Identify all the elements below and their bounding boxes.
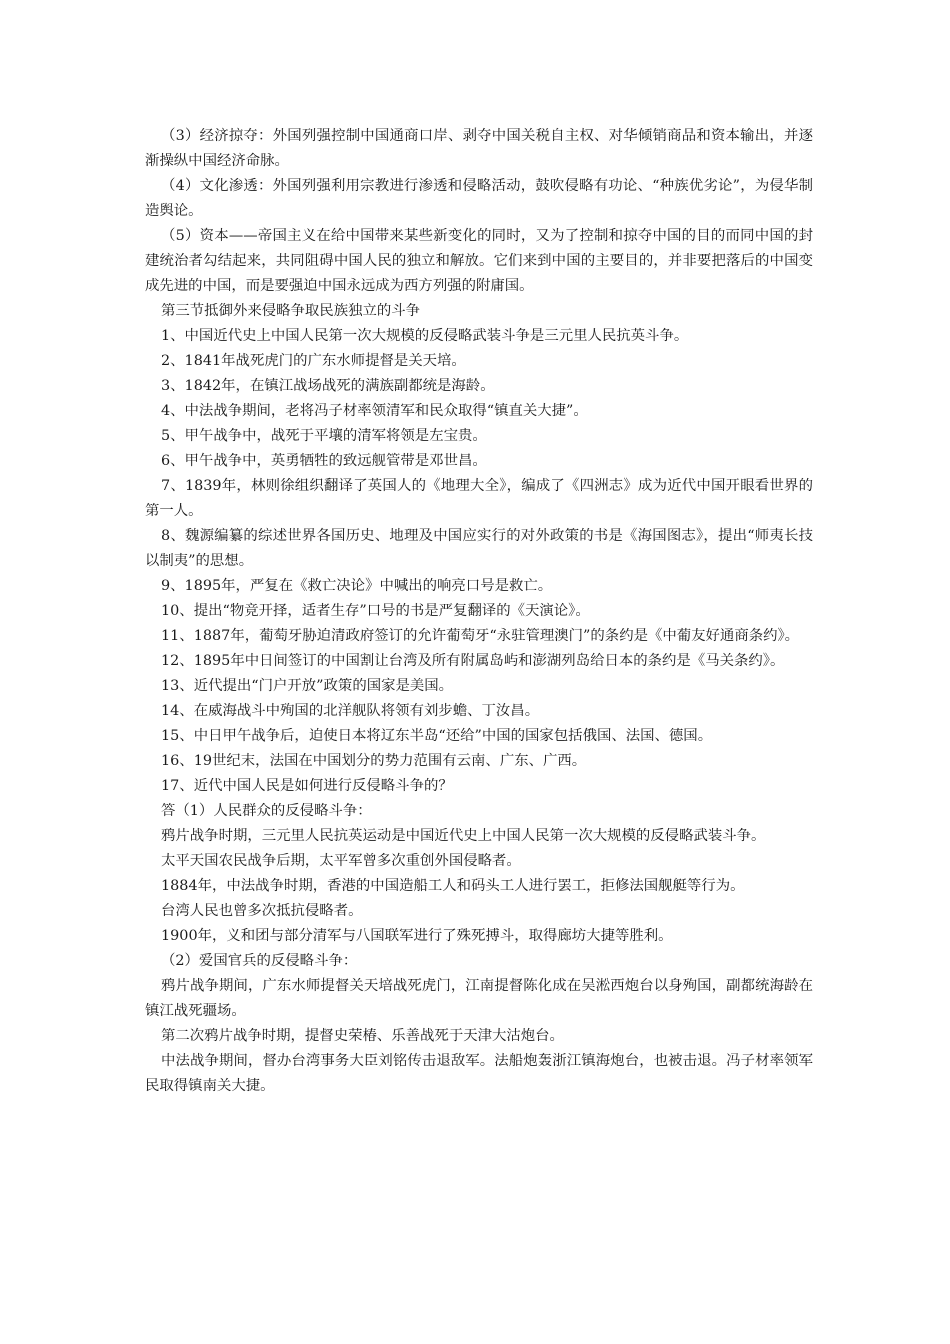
- answer-paragraph: 1900年，义和团与部分清军与八国联军进行了殊死搏斗，取得廊坊大捷等胜利。: [161, 928, 673, 944]
- answer-subheading: 答（1）人民群众的反侵略斗争：: [161, 803, 372, 819]
- list-item: 1、中国近代史上中国人民第一次大规模的反侵略武装斗争是三元里人民抗英斗争。: [161, 328, 689, 344]
- list-item: 7、1839年，林则徐组织翻译了英国人的《地理大全》，编成了《四洲志》成为近代中国开眼看世界的第一人。: [145, 478, 813, 519]
- answer-paragraph: 太平天国农民战争后期，太平军曾多次重创外国侵略者。: [161, 853, 521, 869]
- paragraph-cultural-infiltration: （4）文化渗透：外国列强利用宗教进行渗透和侵略活动，鼓吹侵略有功论、“种族优劣论”，为侵华制造舆论。: [145, 178, 813, 219]
- list-item: 8、魏源编纂的综述世界各国历史、地理及中国应实行的对外政策的书是《海国图志》，提出“师夷长技以制夷”的思想。: [145, 528, 813, 569]
- paragraph-imperialism-collusion: （5）资本——帝国主义在给中国带来某些新变化的同时，又为了控制和掠夺中国的目的而同中国的封建统治者勾结起来，共同阻碍中国人民的独立和解放。它们来到中国的主要目的，并非要把落后的中国变成先进的中国，而是要强迫中国永远成为西方列强的附庸国。: [145, 228, 813, 294]
- section-heading: 第三节抵御外来侵略争取民族独立的斗争: [161, 303, 421, 319]
- answer-subheading: （2）爱国官兵的反侵略斗争：: [161, 953, 358, 969]
- question-item: 17、近代中国人民是如何进行反侵略斗争的？: [161, 778, 453, 794]
- list-item: 9、1895年，严复在《救亡决论》中喊出的响亮口号是救亡。: [161, 578, 553, 594]
- paragraph-economic-plunder: （3）经济掠夺：外国列强控制中国通商口岸、剥夺中国关税自主权、对华倾销商品和资本输出，并逐渐操纵中国经济命脉。: [145, 128, 813, 169]
- list-item: 4、中法战争期间，老将冯子材率领清军和民众取得“镇直关大捷”。: [161, 403, 588, 419]
- answer-paragraph: 鸦片战争期间，广东水师提督关天培战死虎门，江南提督陈化成在吴淞西炮台以身殉国，副都统海龄在镇江战死疆场。: [145, 978, 813, 1019]
- answer-paragraph: 中法战争期间，督办台湾事务大臣刘铭传击退敌军。法船炮轰浙江镇海炮台，也被击退。冯子材率领军民取得镇南关大捷。: [145, 1053, 813, 1094]
- list-item: 15、中日甲午战争后，迫使日本将辽东半岛“还给”中国的国家包括俄国、法国、德国。: [161, 728, 713, 744]
- answer-paragraph: 鸦片战争时期，三元里人民抗英运动是中国近代史上中国人民第一次大规模的反侵略武装斗争。: [161, 828, 766, 844]
- document-body: [145, 124, 813, 1099]
- list-item: 11、1887年，葡萄牙胁迫清政府签订的允许葡萄牙“永驻管理澳门”的条约是《中葡友好通商条约》。: [161, 628, 800, 644]
- list-item: 14、在威海战斗中殉国的北洋舰队将领有刘步蟾、丁汝昌。: [161, 703, 540, 719]
- list-item: 2、1841年战死虎门的广东水师提督是关天培。: [161, 353, 466, 369]
- answer-paragraph: 第二次鸦片战争时期，提督史荣椿、乐善战死于天津大沽炮台。: [161, 1028, 564, 1044]
- list-item: 6、甲午战争中，英勇牺牲的致远舰管带是邓世昌。: [161, 453, 487, 469]
- list-item: 16、19世纪末，法国在中国划分的势力范围有云南、广东、广西。: [161, 753, 587, 769]
- list-item: 10、提出“物竞开择，适者生存”口号的书是严复翻译的《天演论》。: [161, 603, 590, 619]
- answer-paragraph: 台湾人民也曾多次抵抗侵略者。: [161, 903, 363, 919]
- list-item: 12、1895年中日间签订的中国割让台湾及所有附属岛屿和澎湖列岛给日本的条约是《马关条约》。: [161, 653, 785, 669]
- answer-paragraph: 1884年，中法战争时期，香港的中国造船工人和码头工人进行罢工，拒修法国舰艇等行为。: [161, 878, 745, 894]
- list-item: 3、1842年，在镇江战场战死的满族副都统是海龄。: [161, 378, 495, 394]
- list-item: 5、甲午战争中，战死于平壤的清军将领是左宝贵。: [161, 428, 487, 444]
- list-item: 13、近代提出“门户开放”政策的国家是美国。: [161, 678, 454, 694]
